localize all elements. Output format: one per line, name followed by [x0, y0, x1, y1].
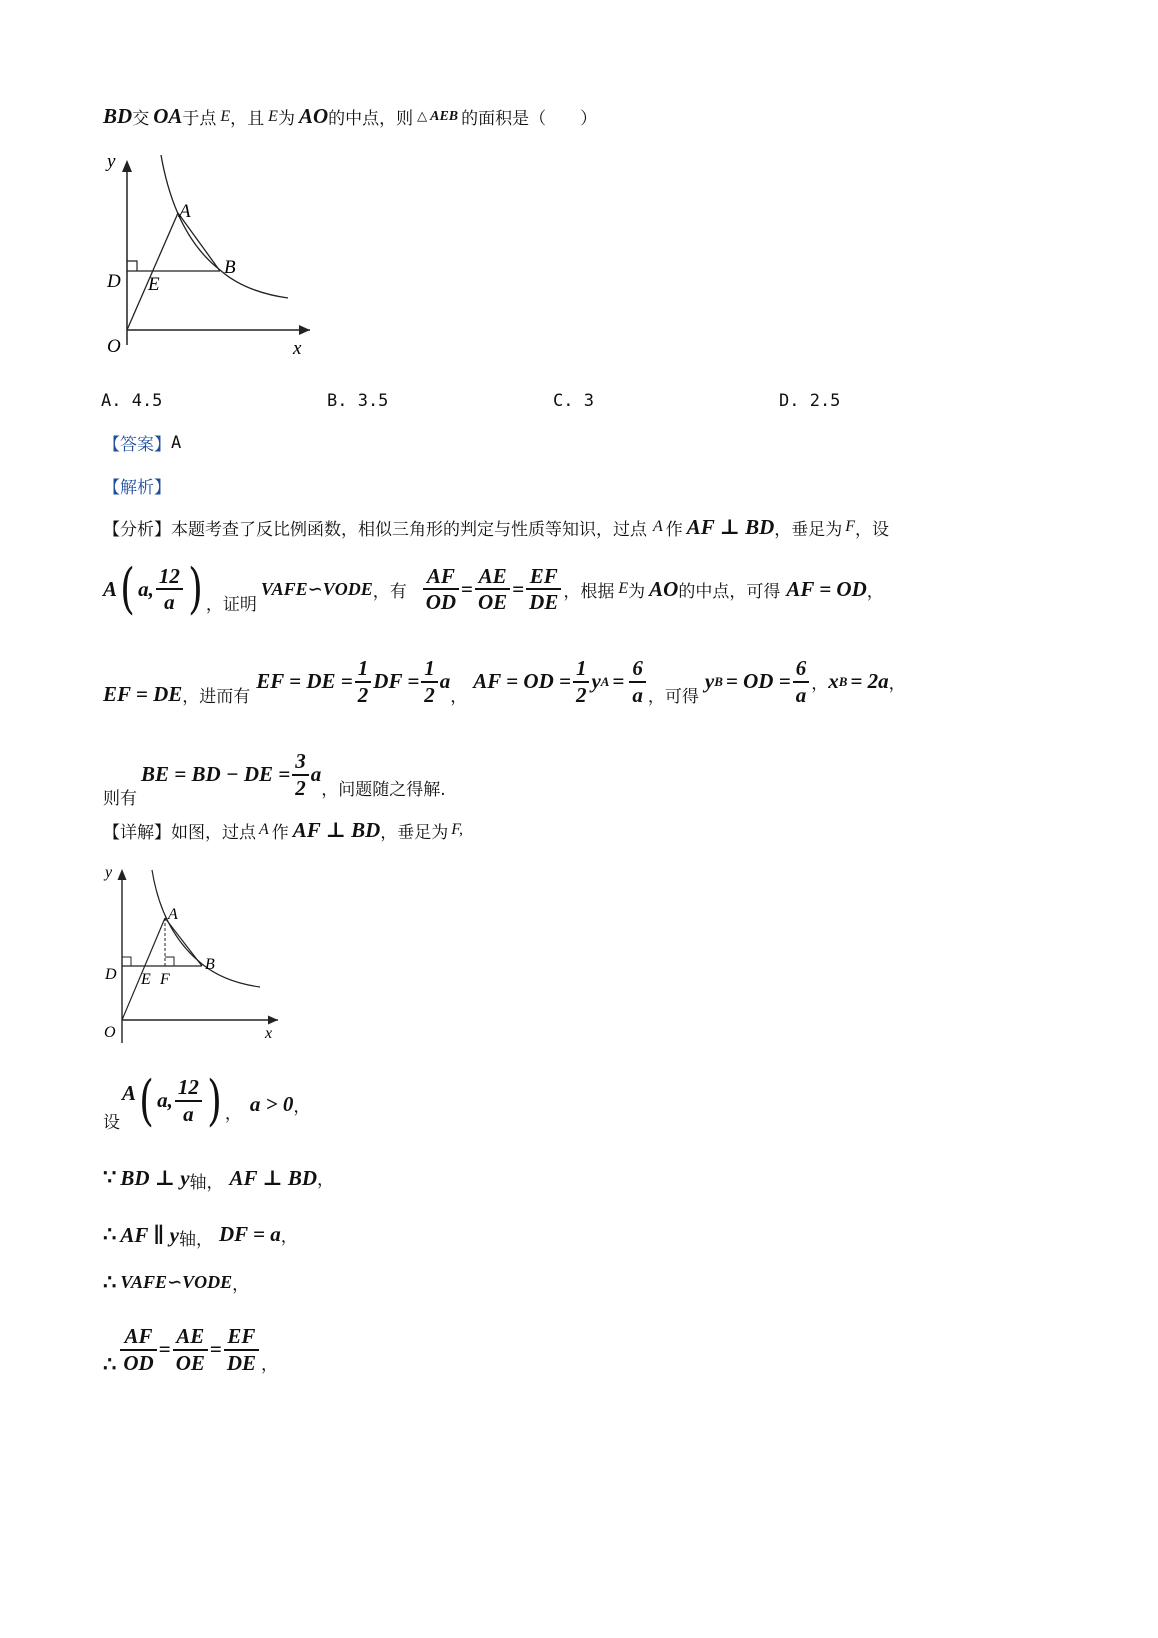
math-a: A [103, 576, 118, 601]
point-f: F, [451, 821, 463, 838]
denominator: a [183, 1101, 194, 1126]
numerator: AF [120, 1325, 156, 1350]
numerator: EF [526, 565, 561, 590]
text: 轴， [189, 1173, 224, 1193]
text: ， [811, 674, 829, 694]
y-axis-arrow [122, 160, 132, 172]
text: ，进而有 [182, 687, 251, 707]
answer-label: 【答案】 [103, 435, 171, 455]
detail-line [103, 817, 463, 843]
step-therefore-3 [103, 1322, 278, 1377]
equals: = [612, 669, 625, 693]
option-d[interactable]: D. 2.5 [779, 391, 841, 411]
label-y: y [105, 864, 113, 881]
text: 于点 [182, 109, 217, 129]
math-af-od: AF = OD = [473, 669, 571, 693]
paren-left: ( [139, 1068, 154, 1132]
fraction-12-over-a [156, 565, 183, 613]
text: 的中点，可得 [678, 581, 781, 602]
label-a: A [179, 201, 191, 222]
math-af-perp-bd: AF ⊥ BD [686, 515, 775, 539]
label-x: x [265, 1025, 273, 1042]
text: ，证明 [205, 594, 257, 615]
numerator: 1 [573, 657, 590, 682]
right-angle-mark-d [122, 957, 131, 966]
numerator: 3 [292, 750, 309, 775]
math-a-gt-0: a > 0 [249, 1092, 294, 1116]
equals: = [512, 576, 525, 601]
x-axis-arrow [299, 325, 310, 335]
step-therefore-1 [103, 1219, 298, 1250]
math-df: DF = [373, 669, 420, 693]
text: ，可得 [647, 687, 699, 707]
fenxi-label: 【分析】 [103, 519, 171, 540]
label-y: y [107, 151, 116, 172]
text: ，垂足为 [380, 822, 449, 843]
fraction-half [355, 657, 372, 705]
question-line [103, 104, 597, 129]
analysis-line-2 [103, 557, 884, 620]
sub-b: B [714, 673, 723, 689]
step-set-a [103, 1068, 310, 1133]
text: 作 [665, 519, 683, 540]
label-o: O [104, 1024, 116, 1041]
math-af-perp-bd: AF ⊥ BD [229, 1165, 317, 1190]
equals: = [461, 576, 474, 601]
fraction-ae-oe [173, 1325, 208, 1373]
math-ao: AO [298, 104, 329, 128]
math-af-perp-bd: AF ⊥ BD [292, 818, 381, 842]
math-bd-perp-y: BD ⊥ y [120, 1165, 190, 1190]
text: ， [317, 1170, 334, 1190]
denominator: a [632, 682, 643, 707]
math-af-eq-od: AF = OD [786, 576, 867, 601]
analysis-line-1 [103, 514, 889, 540]
text: ， [866, 581, 884, 602]
fraction-3-over-2 [292, 750, 309, 798]
denominator: a [164, 590, 175, 614]
text: ， [232, 1275, 250, 1295]
segment-oa [122, 918, 165, 1020]
label-d: D [107, 271, 121, 292]
segment-ab [165, 918, 202, 966]
denominator: 2 [424, 682, 435, 707]
label-e: E [141, 971, 151, 988]
math-yb: y [704, 669, 715, 693]
numerator: 12 [156, 565, 183, 590]
triangle-symbol: △ [417, 109, 428, 124]
math-df-eq-a: DF = a [218, 1222, 281, 1246]
point-f: F [845, 518, 856, 535]
numerator: EF [224, 1325, 259, 1350]
therefore-symbol: ∴ [103, 1222, 117, 1246]
numerator: AE [475, 565, 510, 590]
detail-label: 【详解】 [103, 822, 171, 843]
fraction-half [573, 657, 590, 705]
text: ， [888, 674, 906, 694]
paren-left: ( [120, 557, 135, 620]
text: ，问题随之得解. [321, 780, 446, 800]
math-xb: x [828, 669, 839, 693]
paren-right: ) [207, 1068, 222, 1132]
step-therefore-2 [103, 1270, 249, 1295]
label-a: A [168, 906, 178, 923]
point-a: A [259, 821, 269, 838]
text: 本题考查了反比例函数，相似三角形的判定与性质等知识，过点 [171, 519, 647, 540]
label-b: B [224, 257, 236, 278]
math-od: = OD = [725, 669, 791, 693]
therefore-symbol: ∴ [103, 1352, 117, 1376]
fraction-ae-oe [475, 565, 510, 613]
text: ， [280, 1227, 298, 1247]
text: ，有 [372, 581, 407, 602]
sub-a: A [600, 673, 610, 689]
math-af-parallel-y: AF ∥ y [120, 1222, 179, 1247]
math-bd: BD [103, 104, 133, 128]
text: ， [224, 1104, 242, 1124]
math-a-coord: a, [157, 1088, 173, 1112]
math-a: a [439, 669, 451, 693]
paren-right: ) [188, 557, 203, 620]
text: 作 [271, 822, 289, 843]
therefore-symbol: ∴ [103, 1270, 117, 1294]
text: ，设 [855, 519, 890, 540]
text: ，且 [230, 109, 265, 129]
numerator: 1 [421, 657, 438, 682]
denominator: OD [425, 590, 457, 614]
right-angle-mark-f [165, 957, 174, 966]
right-angle-mark [127, 261, 137, 271]
math-ya: y [591, 669, 601, 693]
math-ao: AO [649, 576, 679, 601]
point-e: E [220, 107, 231, 125]
text: 如图，过点 [171, 822, 256, 843]
label-b: B [205, 956, 215, 973]
text: 为 [628, 581, 646, 602]
step-because [103, 1162, 334, 1193]
fraction-af-od [120, 1325, 156, 1373]
answer-line [103, 430, 181, 455]
math-a-coord: a, [138, 576, 154, 601]
denominator: 2 [295, 775, 306, 800]
point-e: E [618, 580, 629, 597]
option-b[interactable]: B. 3.5 [327, 391, 389, 411]
text: ， [293, 1097, 311, 1117]
math-ef-eq-de: EF = DE [103, 682, 183, 706]
fraction-af-od [423, 565, 459, 613]
text: ， [261, 1355, 279, 1375]
math-ef-de: EF = DE = [256, 669, 353, 693]
denominator: OE [175, 1350, 205, 1375]
numerator: AF [423, 565, 459, 590]
fraction-ef-de [224, 1325, 259, 1373]
text: ， [450, 687, 468, 707]
label-e: E [148, 274, 160, 295]
math-oa: OA [153, 104, 183, 128]
label-o: O [107, 336, 121, 357]
sub-b: B [838, 673, 848, 689]
text: 轴， [178, 1230, 213, 1250]
because-symbol: ∵ [103, 1165, 117, 1189]
equals: = [209, 1337, 222, 1361]
text: 交 [132, 109, 150, 129]
text: ，垂足为 [774, 519, 843, 540]
numerator: 6 [793, 657, 810, 682]
x-axis-arrow [268, 1016, 278, 1025]
analysis-line-4 [103, 740, 446, 809]
denominator: DE [529, 590, 559, 614]
denominator: OE [478, 590, 508, 614]
label-x: x [293, 338, 302, 359]
text: 的中点，则 [328, 109, 414, 129]
denominator: OD [123, 1350, 154, 1375]
option-a[interactable]: A. 4.5 [101, 391, 163, 411]
label-d: D [105, 966, 117, 983]
analysis-line-3 [103, 656, 906, 707]
label-f: F [160, 971, 170, 988]
math-xb-value: = 2a [850, 669, 889, 693]
analysis-label: 【解析】 [103, 478, 171, 498]
figure-2-graph [100, 860, 285, 1045]
math-a: A [122, 1081, 137, 1105]
numerator: 12 [175, 1076, 202, 1101]
denominator: DE [226, 1350, 257, 1375]
text: ，根据 [563, 581, 615, 602]
figure-1-graph [95, 150, 325, 365]
text: 则有 [103, 789, 137, 809]
y-axis-arrow [118, 869, 127, 880]
numerator: AE [173, 1325, 208, 1350]
fraction-12-over-a [175, 1076, 202, 1124]
denominator: a [795, 682, 807, 707]
math-aeb: AEB [430, 108, 459, 124]
point-e: E [268, 107, 278, 125]
math-a: a [310, 762, 322, 786]
fraction-ef-de [526, 565, 561, 613]
fraction-6-over-a [793, 657, 810, 705]
numerator: 1 [355, 657, 372, 682]
denominator: 2 [575, 682, 587, 707]
answer-value: A [171, 432, 182, 453]
point-a: A [653, 518, 663, 535]
numerator: 6 [629, 657, 646, 682]
fraction-6-over-a [629, 657, 646, 705]
text: 的面积是（ ） [461, 109, 598, 129]
math-similar: VAFE∽VODE [120, 1272, 233, 1292]
option-c[interactable]: C. 3 [553, 391, 594, 411]
text: 设 [103, 1113, 120, 1133]
math-similar: VAFE∽VODE [260, 578, 373, 599]
equals: = [158, 1337, 171, 1361]
denominator: 2 [357, 682, 369, 707]
math-be: BE = BD − DE = [141, 762, 291, 786]
fraction-half [421, 657, 438, 705]
text: 为 [277, 109, 295, 129]
